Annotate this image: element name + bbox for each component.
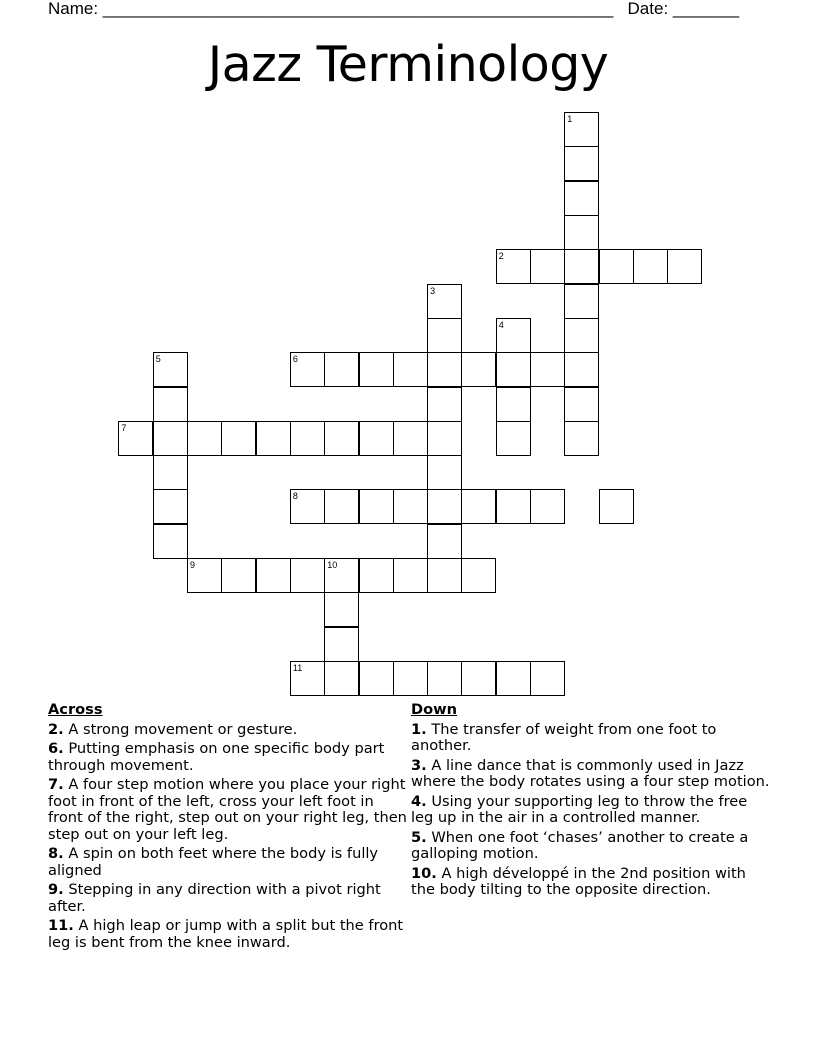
header-fields [48, 0, 739, 18]
crossword-cell[interactable] [153, 387, 188, 422]
crossword-cell[interactable] [530, 661, 565, 696]
name-line[interactable]: ______________________________________________________ [102, 0, 614, 18]
crossword-cell[interactable] [427, 318, 462, 353]
clue-num: 3. [411, 756, 427, 774]
crossword-cell[interactable] [427, 524, 462, 559]
crossword-cell[interactable] [153, 455, 188, 490]
crossword-cell[interactable] [324, 489, 359, 524]
clue-text: Using your supporting leg to throw the free leg up in the air in a controlled manner. [411, 792, 748, 826]
down-clue-list [411, 722, 771, 899]
clue-text: When one foot ‘chases’ another to create a galloping motion. [411, 828, 749, 862]
crossword-cell[interactable] [324, 421, 359, 456]
clue-num: 9. [48, 881, 64, 898]
crossword-cell[interactable] [153, 352, 188, 387]
crossword-cell[interactable] [564, 112, 599, 147]
crossword-cell[interactable] [359, 352, 394, 387]
across-clue-list [48, 722, 408, 952]
crossword-cell[interactable] [564, 181, 599, 216]
clue-number: 1 [567, 114, 573, 125]
across-clue [48, 741, 408, 774]
crossword-cell[interactable] [256, 558, 291, 593]
across-clue [48, 722, 408, 739]
clue-text: The transfer of weight from one foot to another. [411, 720, 717, 754]
clue-text: A strong movement or gesture. [63, 720, 298, 738]
crossword-cell[interactable] [427, 558, 462, 593]
clue-number: 4 [498, 319, 504, 330]
across-clues [48, 702, 408, 954]
clue-num: 2. [48, 720, 64, 738]
crossword-cell[interactable] [153, 421, 188, 456]
crossword-cell[interactable] [153, 524, 188, 559]
clue-num: 5. [411, 828, 427, 846]
down-clue [411, 830, 771, 863]
crossword-cell[interactable] [290, 558, 325, 593]
date-label: Date: [627, 0, 673, 18]
crossword-cell[interactable] [221, 421, 256, 456]
clue-text: Putting emphasis on one specific body part through movement. [48, 740, 385, 774]
clue-number: 6 [292, 354, 298, 365]
clue-number: 3 [430, 285, 436, 296]
crossword-cell[interactable] [324, 592, 359, 627]
down-clue [411, 794, 771, 827]
down-clue [411, 758, 771, 791]
across-clue [48, 846, 408, 879]
date-line[interactable]: _______ [672, 0, 740, 18]
crossword-cell[interactable] [564, 387, 599, 422]
crossword-cell[interactable] [290, 489, 325, 524]
crossword-cell[interactable] [393, 558, 428, 593]
crossword-cell[interactable] [427, 661, 462, 696]
crossword-cell[interactable] [496, 318, 531, 353]
clue-number: 8 [292, 491, 298, 502]
clue-num: 10. [411, 864, 437, 882]
crossword-cell[interactable] [256, 421, 291, 456]
clue-number: 9 [190, 560, 196, 570]
crossword-cell[interactable] [324, 661, 359, 696]
crossword-cell[interactable] [290, 421, 325, 456]
crossword-cell[interactable] [187, 421, 222, 456]
crossword-cell[interactable] [427, 352, 462, 387]
crossword-cell[interactable] [427, 387, 462, 422]
crossword-cell[interactable] [564, 318, 599, 353]
crossword-cell[interactable] [599, 249, 634, 284]
crossword-cell[interactable] [564, 421, 599, 456]
crossword-cell[interactable] [427, 284, 462, 319]
crossword-cell[interactable] [564, 352, 599, 387]
clue-number: 5 [155, 354, 161, 365]
crossword-cell[interactable] [564, 284, 599, 319]
crossword-cell[interactable] [496, 352, 531, 387]
crossword-cell[interactable] [530, 489, 565, 524]
crossword-cell[interactable] [324, 558, 359, 593]
clue-text: A spin on both feet where the body is fully aligned [48, 845, 379, 879]
crossword-cell[interactable] [187, 558, 222, 593]
crossword-cell[interactable] [530, 249, 565, 284]
crossword-cell[interactable] [393, 489, 428, 524]
crossword-cell[interactable] [324, 352, 359, 387]
clue-text: Stepping in any direction with a pivot right after. [48, 881, 381, 915]
crossword-cell[interactable] [427, 455, 462, 490]
clue-num: 6. [48, 740, 64, 757]
crossword-cell[interactable] [496, 489, 531, 524]
clue-num: 11. [48, 917, 74, 934]
clue-text: A high développé in the 2nd position with the body tilting to the opposite direction. [411, 864, 746, 898]
crossword-cell[interactable] [290, 661, 325, 696]
crossword-cell[interactable] [461, 352, 496, 387]
clue-number: 2 [498, 251, 504, 262]
crossword-cell[interactable] [564, 249, 599, 284]
clue-text: A line dance that is commonly used in Jazz where the body rotates using a four step motion. [411, 756, 770, 790]
crossword-cell[interactable] [564, 146, 599, 181]
crossword-cell[interactable] [221, 558, 256, 593]
crossword-cell[interactable] [118, 421, 153, 456]
crossword-cell[interactable] [427, 489, 462, 524]
down-clues [411, 702, 771, 902]
across-clue [48, 918, 408, 951]
crossword-cell[interactable] [530, 352, 565, 387]
crossword-cell[interactable] [496, 249, 531, 284]
crossword-cell[interactable] [633, 249, 668, 284]
clue-num: 7. [48, 776, 64, 793]
crossword-cell[interactable] [153, 489, 188, 524]
crossword-cell[interactable] [427, 421, 462, 456]
crossword-cell[interactable] [393, 352, 428, 387]
across-heading: Across [48, 701, 103, 718]
crossword-cell[interactable] [461, 558, 496, 593]
crossword-cell[interactable] [667, 249, 702, 284]
crossword-cell[interactable] [496, 661, 531, 696]
name-label: Name: [48, 0, 103, 18]
clue-number: 10 [327, 560, 338, 570]
crossword-cell[interactable] [290, 352, 325, 387]
crossword-cell[interactable] [564, 215, 599, 250]
crossword-cell[interactable] [599, 489, 634, 524]
crossword-cell[interactable] [359, 661, 394, 696]
clue-num: 8. [48, 845, 64, 862]
down-heading: Down [411, 701, 458, 718]
crossword-cell[interactable] [496, 421, 531, 456]
crossword-cell[interactable] [461, 489, 496, 524]
crossword-cell[interactable] [393, 661, 428, 696]
clue-number: 7 [121, 422, 127, 433]
across-clue [48, 882, 408, 915]
across-clue [48, 777, 408, 843]
crossword-cell[interactable] [359, 558, 394, 593]
clue-num: 4. [411, 792, 427, 810]
crossword-cell[interactable] [461, 661, 496, 696]
clue-num: 1. [411, 720, 427, 738]
down-clue [411, 866, 771, 899]
clue-number: 11 [292, 662, 303, 673]
crossword-cell[interactable] [359, 489, 394, 524]
crossword-cell[interactable] [324, 627, 359, 662]
page-title: Jazz Terminology [207, 36, 609, 93]
down-clue [411, 722, 771, 755]
crossword-cell[interactable] [393, 421, 428, 456]
clue-text: A four step motion where you place your right foot in front of the left, cross your left foot in front of the right, step out on your right leg, then step out on your left leg. [48, 776, 407, 843]
clue-text: A high leap or jump with a split but the front leg is bent from the knee inward. [48, 917, 404, 951]
crossword-cell[interactable] [496, 387, 531, 422]
crossword-cell[interactable] [359, 421, 394, 456]
